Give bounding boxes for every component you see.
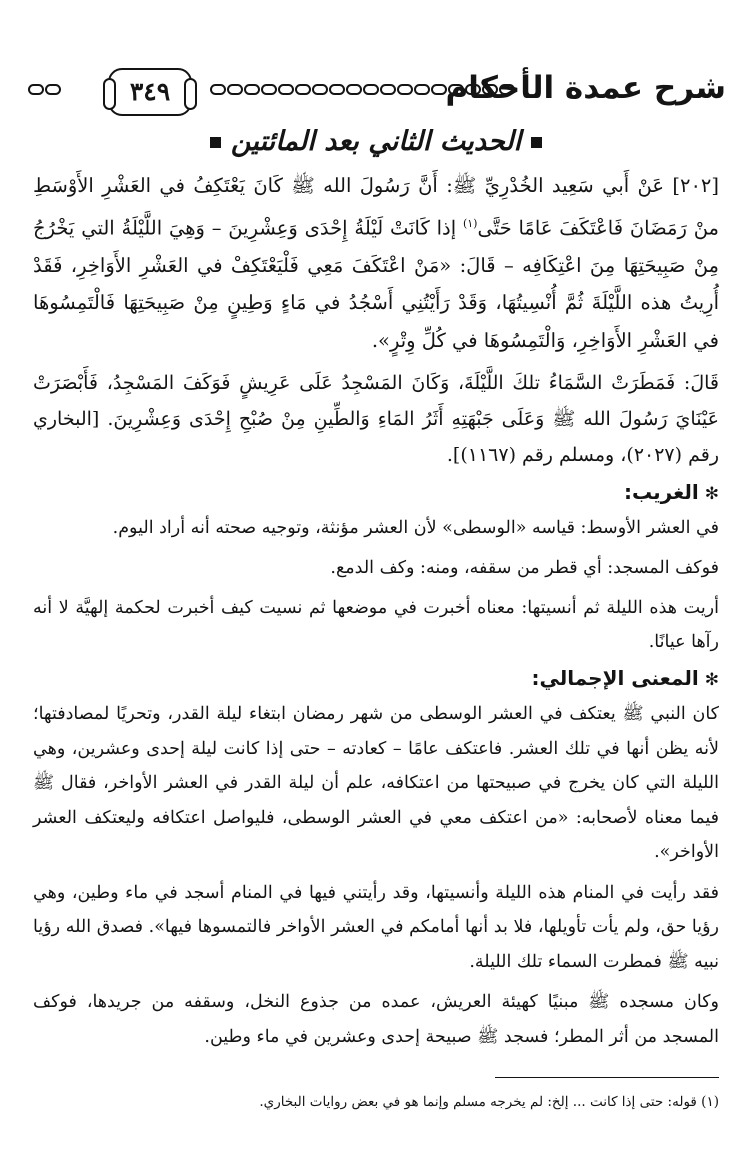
page-content xyxy=(33,125,719,1054)
footnote: (١) قوله: حتى إذا كانت ... إلخ: لم يخرجه مسلم وإنما هو في بعض روايات البخاري. xyxy=(259,1094,719,1110)
maana-heading-text: المعنى الإجمالي: xyxy=(531,666,699,690)
section-title-text: الحديث الثاني بعد المائتين xyxy=(230,126,522,157)
section-title xyxy=(33,125,719,159)
ghareeb-section xyxy=(33,511,719,659)
page-number: ٣٤٩ xyxy=(108,68,192,116)
ghareeb-heading xyxy=(33,475,719,511)
hadith-text-part2: إذا كَانَتْ لَيْلَةُ إِحْدَى وَعِشْرِينَ – وَهِيَ اللَّيْلَةُ التي يَخْرُجُ مِنْ صَبِيحَتِهَا مِنَ اعْتِكَافِه – قَالَ: «مَنْ اعْتَكَفَ مَعِي فَلْيَعْتَكِفْ في العَشْرِ الأَوَاخِرِ، فَقَدْ أُرِيتُ هذه اللَّيْلَةَ ثُمَّ أُنْسِيتُهَا، وَقَدْ رَأَيْتُنِي أَسْجُدُ في مَاءٍ وَطِينٍ مِنْ صَبِيحَتِهَا فَالْتَمِسُوهَا في العَشْرِ الأَوَاخِرِ، وَالْتَمِسُوهَا في كُلِّ وِتْرٍ». xyxy=(33,216,719,352)
maana-paragraph: وكان مسجده ﷺ مبنيًا كهيئة العريش، عمده من جذوع النخل، وسقفه من جريدها، فوكف المسجد من أثر المطر؛ فسجد ﷺ صبيحة إحدى وعشرين في ماء وطين. xyxy=(33,992,719,1047)
footnote-divider xyxy=(495,1077,719,1078)
ghareeb-item: فوكف المسجد: أي قطر من سقفه، ومنه: وكف الدمع. xyxy=(330,558,719,578)
maana-paragraph: كان النبي ﷺ يعتكف في العشر الوسطى من شهر رمضان ابتغاء ليلة القدر، وتحريًا لمصادفتها؛ لأنه يظن أنها في تلك العشر. فاعتكف عامًا – كعادته – حتى إذا كانت ليلة إحدى وعشرين، وهي الليلة التي كان يخرج في صبيحتها من اعتكافه، علم أن ليلة القدر في العشر الأواخر، فقال ﷺ فيما معناه لأصحابه: «من اعتكف معي في العشر الوسطى، فليواصل اعتكافه وليعتكف العشر الأواخر». xyxy=(33,704,719,862)
footnote-ref: (١) xyxy=(462,216,478,230)
star-icon: ✻ xyxy=(704,484,719,504)
square-bullet-icon xyxy=(210,137,221,148)
star-icon: ✻ xyxy=(704,670,719,690)
book-title: شرح عمدة الأحكام xyxy=(445,70,726,106)
maana-heading xyxy=(33,661,719,697)
ghareeb-item: أريت هذه الليلة ثم أنسيتها: معناه أخبرت في موضعها ثم نسيت كيف أخبرت لحكمة إلهيَّة لا أنه رآها عيانًا. xyxy=(33,598,719,652)
page-header xyxy=(28,68,726,118)
hadith-text xyxy=(33,167,719,359)
hadith-text-part1: [٢٠٢] عَنْ أَبي سَعِيد الخُدْرِيِّ ﷺ: أَنَّ رَسُولَ الله ﷺ كَانَ يَعْتَكِفُ في العَشْرِ الأَوْسَطِ منْ رَمَضَانَ فَاعْتَكَفَ عَامًا حَتَّى xyxy=(33,174,719,239)
square-bullet-icon xyxy=(531,137,542,148)
ghareeb-heading-text: الغريب: xyxy=(623,480,699,504)
ghareeb-item: في العشر الأوسط: قياسه «الوسطى» لأن العشر مؤنثة، وتوجيه صحته أنه أراد اليوم. xyxy=(112,518,719,538)
ornament-left xyxy=(28,84,61,98)
hadith-narration: قَالَ: فَمَطَرَتْ السَّمَاءُ تلكَ اللَّيْلَةَ، وَكَانَ المَسْجِدُ عَلَى عَرِيشٍ فَوَكَفَ المَسْجِدُ، فَأَبْصَرَتْ عَيْنَايَ رَسُولَ الله ﷺ وَعَلَى جَبْهَتِهِ أَثَرُ المَاءِ وَالطِّينِ مِنْ صُبْحِ إِحْدَى وَعِشْرِينَ. [البخاري رقم (٢٠٢٧)، ومسلم رقم (١١٦٧)]. xyxy=(33,372,719,466)
maana-paragraph: فقد رأيت في المنام هذه الليلة وأنسيتها، وقد رأيتني فيها في المنام أسجد في ماء وطين، وهي رؤيا حق، ولم يأت تأويلها، فلا بد أنها أمامكم في العشر الأواخر فالتمسوها فيها». فصدق الله رؤيا نبيه ﷺ فمطرت السماء تلك الليلة. xyxy=(33,882,719,972)
maana-section xyxy=(33,697,719,1054)
